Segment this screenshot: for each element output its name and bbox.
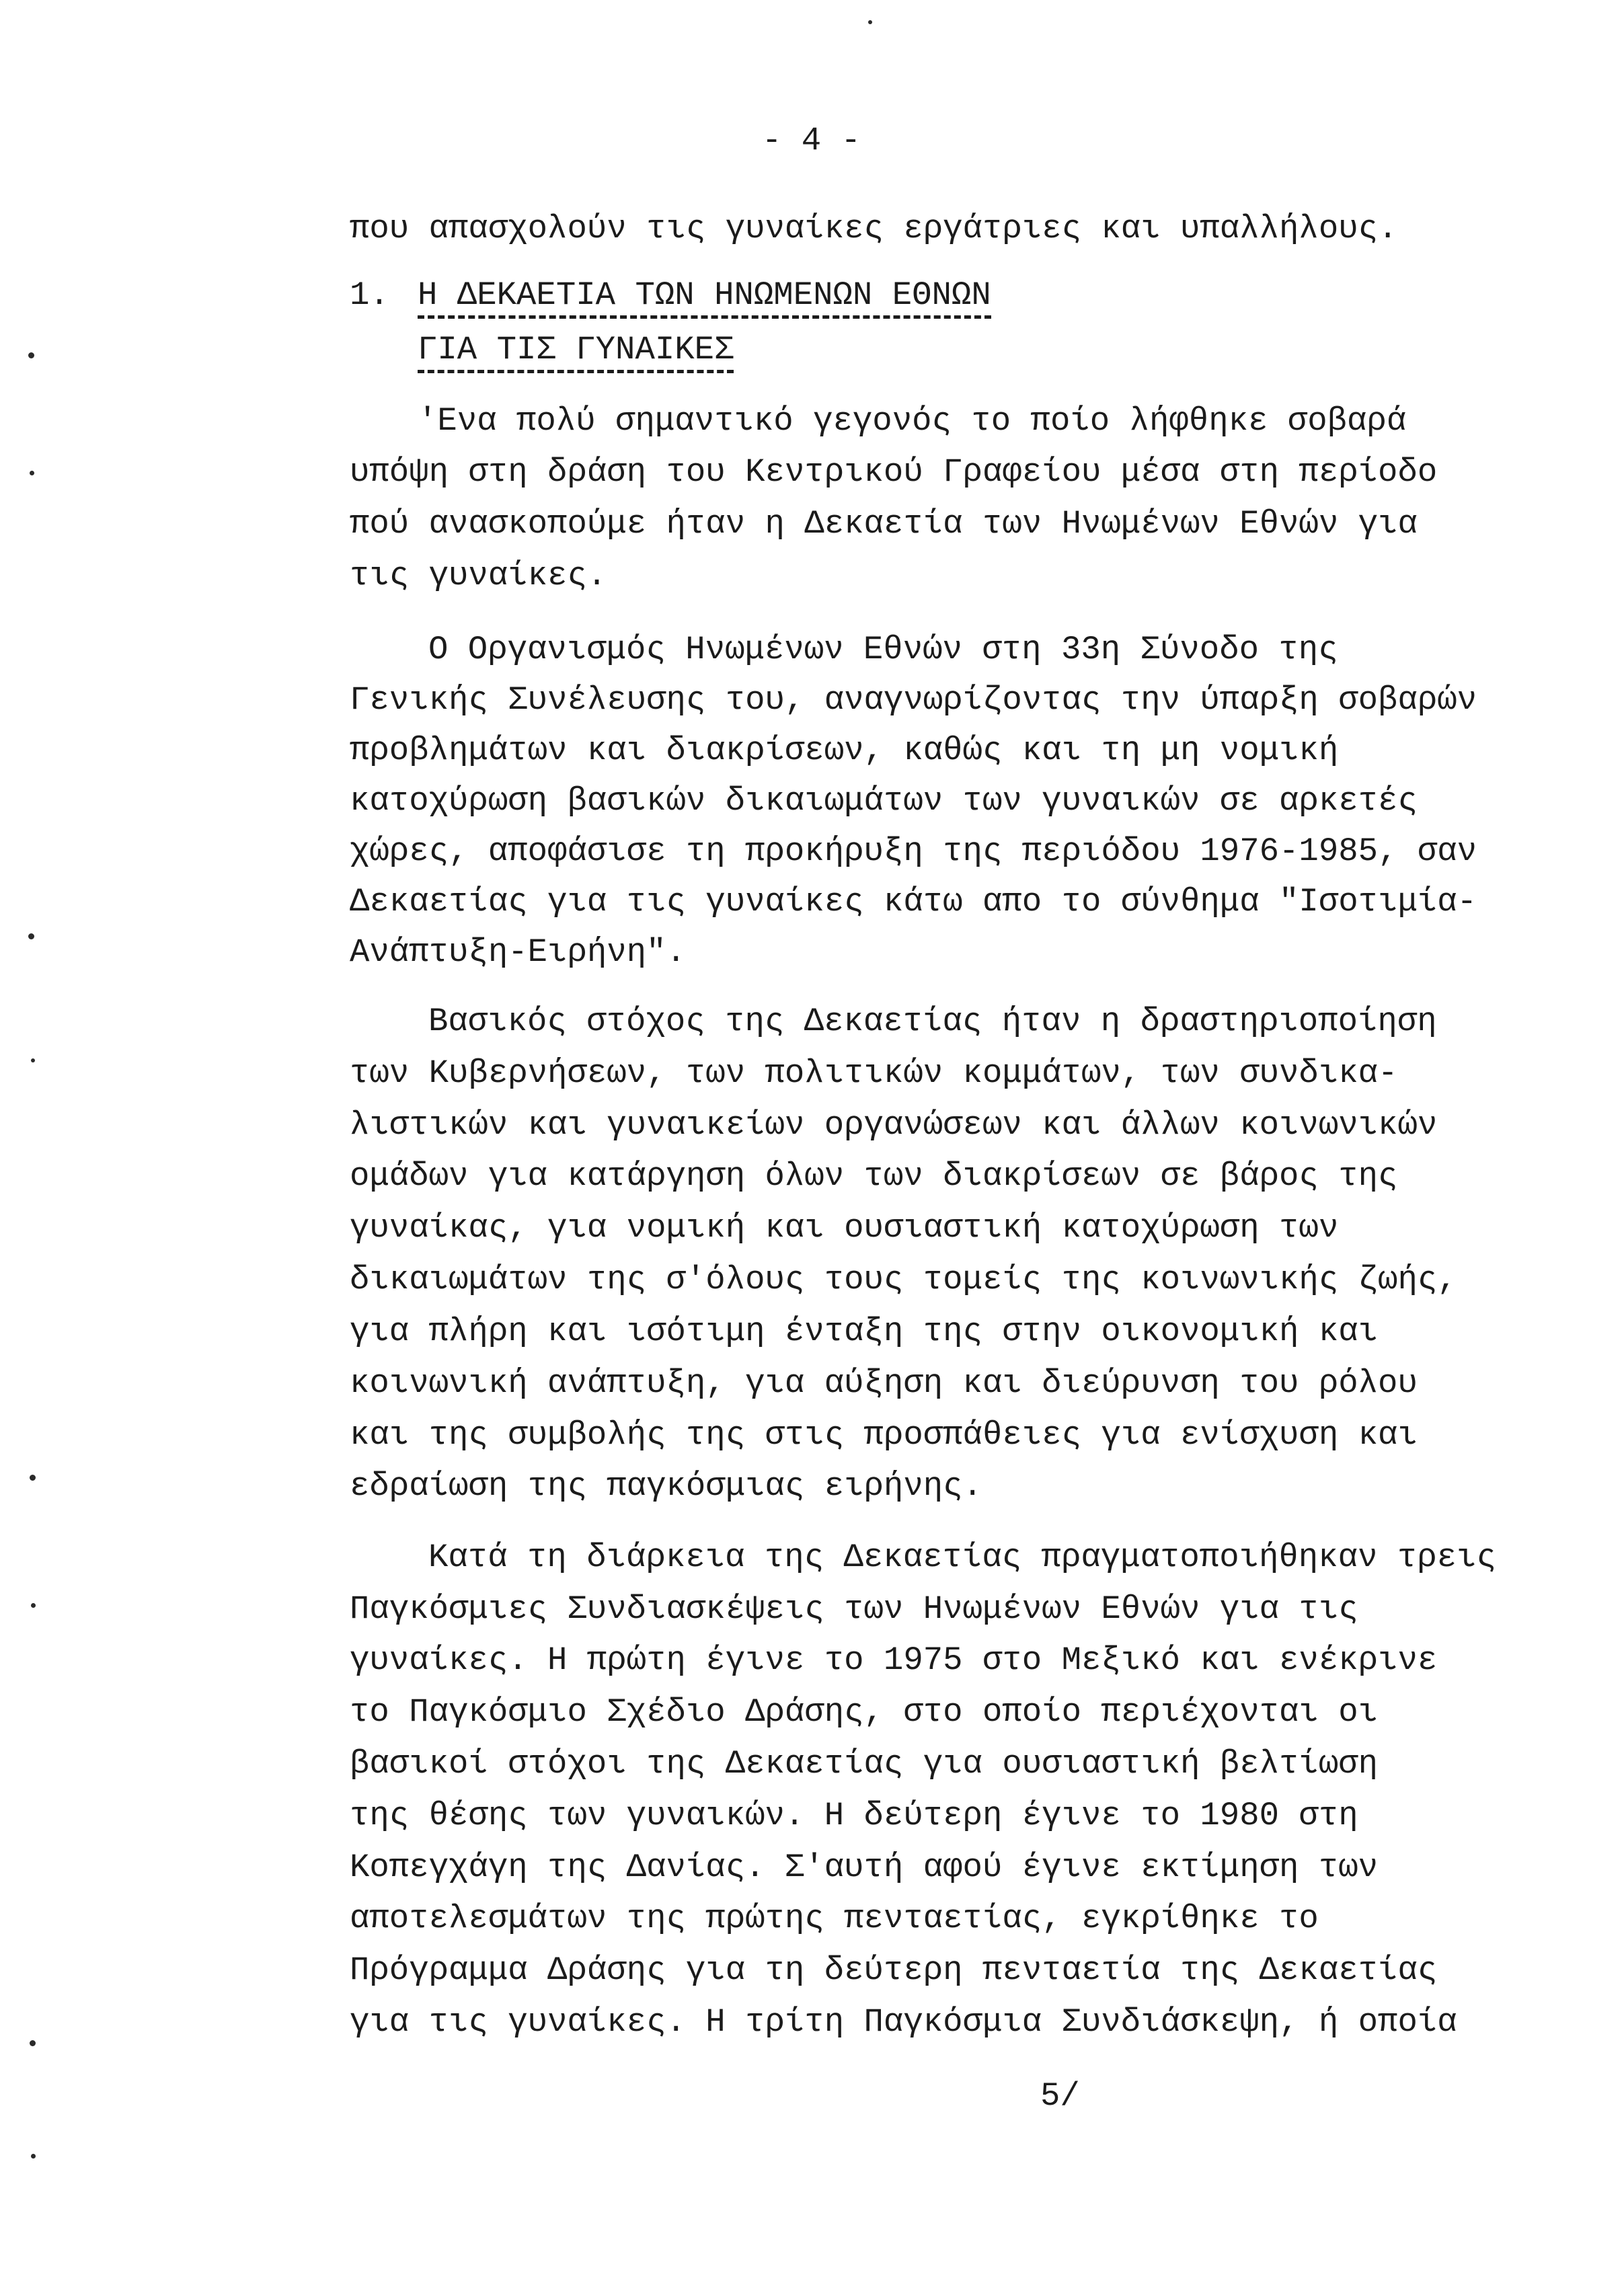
scan-speck <box>31 2154 36 2159</box>
scan-speck <box>868 20 872 24</box>
scan-speck <box>30 2040 36 2046</box>
text-line: των Κυβερνήσεων, των πολιτικών κομμάτων, των συνδικα- <box>350 1054 1398 1092</box>
text-line: Κοπεγχάγη της Δανίας. Σ'αυτή αφού έγινε εκτίμηση των <box>350 1849 1379 1886</box>
text-line: εδραίωση της παγκόσμιας ειρήνης. <box>350 1467 982 1505</box>
text-line: Παγκόσμιες Συνδιασκέψεις των Ηνωμένων Εθνών για τις <box>350 1590 1358 1628</box>
text-line: για τις γυναίκες. Η τρίτη Παγκόσμια Συνδιάσκεψη, ή οποία <box>350 2003 1457 2041</box>
text-line: τις γυναίκες. <box>350 557 607 594</box>
text-line: λιστικών και γυναικείων οργανώσεων και άλλων κοινωνικών <box>350 1106 1438 1144</box>
text-line: προβλημάτων και διακρίσεων, καθώς και τη μη νομική <box>350 732 1339 769</box>
section-title-text-2: ΓΙΑ ΤΙΣ ΓΥΝΑΙΚΕΣ <box>418 331 734 373</box>
scan-speck <box>30 471 34 475</box>
page-number: - 4 - <box>762 122 861 159</box>
section-title-text-1: Η ΔΕΚΑΕΤΙΑ ΤΩΝ ΗΝΩΜΕΝΩΝ ΕΘΝΩΝ <box>418 276 991 319</box>
text-line: Πρόγραμμα Δράσης για τη δεύτερη πενταετία της Δεκαετίας <box>350 1951 1438 1989</box>
text-line: Γενικής Συνέλευσης του, αναγνωρίζοντας την ύπαρξη σοβαρών <box>350 681 1477 719</box>
text-line: Ο Οργανισμός Ηνωμένων Εθνών στη 33η Σύνοδο της <box>428 631 1338 668</box>
text-line: ομάδων για κατάργηση όλων των διακρίσεων σε βάρος της <box>350 1157 1398 1195</box>
text-line: κοινωνική ανάπτυξη, για αύξηση και διεύρυνση του ρόλου <box>350 1364 1418 1402</box>
text-line: αποτελεσμάτων της πρώτης πενταετίας, εγκρίθηκε το <box>350 1900 1319 1937</box>
text-line: Ανάπτυξη-Ειρήνη". <box>350 933 686 971</box>
scan-speck <box>31 1603 36 1608</box>
text-line: γυναίκες. Η πρώτη έγινε το 1975 στο Μεξικό και ενέκρινε <box>350 1641 1438 1679</box>
text-line: 'Ενα πολύ σημαντικό γεγονός το ποίο λήφθηκε σοβαρά <box>418 402 1407 440</box>
text-line: Βασικός στόχος της Δεκαετίας ήταν η δραστηριοποίηση <box>428 1003 1437 1040</box>
text-line: υπόψη στη δράση του Κεντρικού Γραφείου μέσα στη περίοδο <box>350 453 1438 491</box>
scan-speck <box>31 1058 35 1062</box>
text-line: βασικοί στόχοι της Δεκαετίας για ουσιαστική βελτίωση <box>350 1745 1379 1783</box>
intro-line: που απασχολούν τις γυναίκες εργάτριες και υπαλλήλους. <box>350 210 1398 247</box>
text-line: και της συμβολής της στις προσπάθειες για ενίσχυση και <box>350 1416 1418 1454</box>
text-line: κατοχύρωση βασικών δικαιωμάτων των γυναικών σε αρκετές <box>350 782 1418 820</box>
section-number: 1. <box>350 276 389 314</box>
text-line: για πλήρη και ισότιμη ένταξη της στην οικονομική και <box>350 1313 1379 1350</box>
text-line: δικαιωμάτων της σ'όλους τους τομείς της κοινωνικής ζωής, <box>350 1261 1457 1298</box>
scan-speck <box>28 352 34 358</box>
text-line: χώρες, αποφάσισε τη προκήρυξη της περιόδου 1976-1985, σαν <box>350 832 1477 870</box>
text-line: Δεκαετίας για τις γυναίκες κάτω απο το σύνθημα "Ισοτιμία- <box>350 883 1477 921</box>
text-line: πού ανασκοπούμε ήταν η Δεκαετία των Ηνωμένων Εθνών για <box>350 505 1418 543</box>
continuation-page-marker: 5/ <box>1040 2077 1080 2115</box>
text-line: γυναίκας, για νομική και ουσιαστική κατοχύρωση των <box>350 1209 1339 1247</box>
text-line: της θέσης των γυναικών. Η δεύτερη έγινε το 1980 στη <box>350 1797 1358 1834</box>
section-title-line-2 <box>418 329 734 370</box>
scan-speck <box>28 933 34 939</box>
section-title-line-1 <box>418 275 991 315</box>
text-line: το Παγκόσμιο Σχέδιο Δράσης, στο οποίο περιέχονται οι <box>350 1693 1379 1731</box>
scan-speck <box>30 1475 36 1481</box>
text-line: Κατά τη διάρκεια της Δεκαετίας πραγματοποιήθηκαν τρεις <box>428 1539 1496 1576</box>
